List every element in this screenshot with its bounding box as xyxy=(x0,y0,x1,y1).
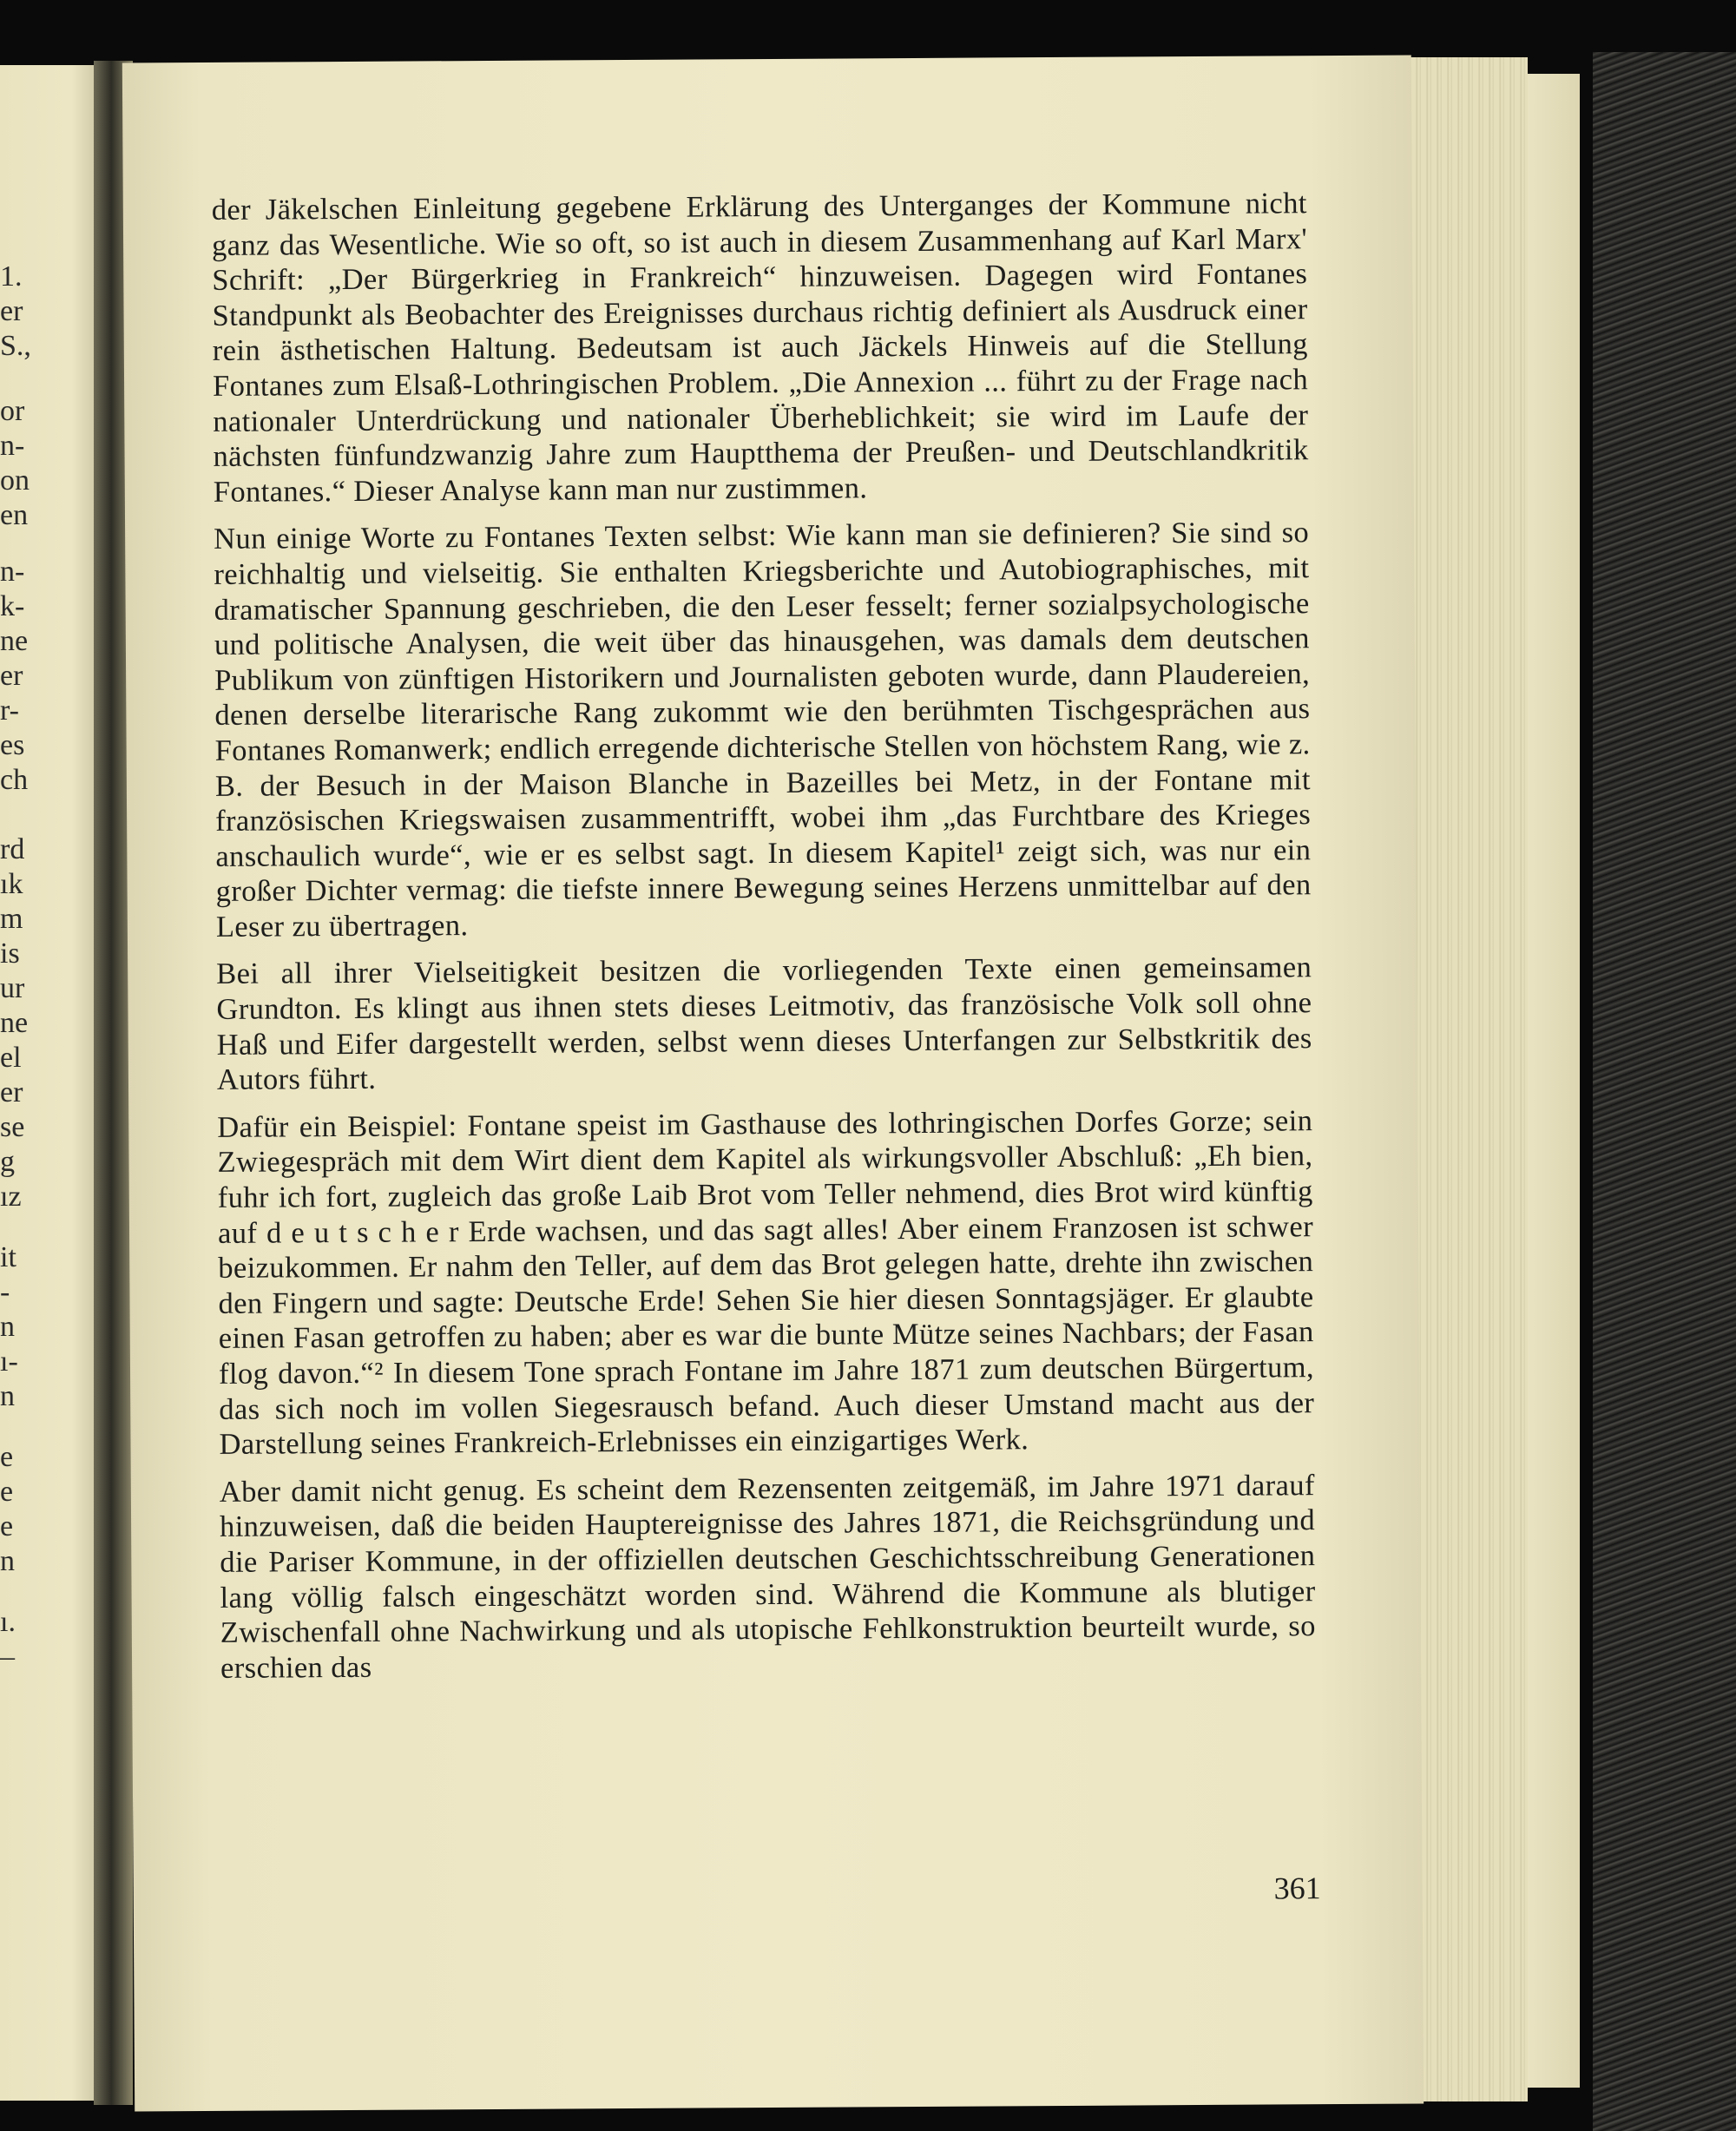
left-facing-page xyxy=(0,65,102,2101)
left-page-fragment: - xyxy=(0,1276,10,1308)
left-page-fragment: or xyxy=(0,395,25,427)
right-page xyxy=(122,55,1424,2111)
paragraph-5: Aber damit nicht genug. Es scheint dem Rezensenten zeitgemäß, im Jahre 1971 darauf hinzuweisen, daß die beiden Hauptereignisse des Jahres 1871, die Reichsgründung und die Pariser Kommune, in der offiziellen deutschen Geschichtsschreibung Generationen lang völlig falsch eingeschätzt worden sind. Während die Kommune als blutiger Zwischenfall ohne Nachwirkung und als utopische Fehlkonstruktion beurteilt wurde, so erschien das xyxy=(219,1468,1316,1685)
paragraph-1: der Jäkelschen Einleitung gegebene Erklärung des Unterganges der Kommune nicht ganz das Wesentliche. Wie so oft, so ist auch in diesem Zusammenhang auf Karl Marx' Schrift: „Der Bürgerkrieg in Frankreich“ hinzuweisen. Dagegen wird Fontanes Standpunkt als Beobachter des Ereignisses durchaus richtig definiert als Ausdruck einer rein ästhetischen Haltung. Bedeutsam ist auch Jäckels Hinweis auf die Stellung Fontanes zum Elsaß-Lothringischen Problem. „Die Annexion ... führt zu der Frage nach nationaler Unterdrückung und nationaler Überheblichkeit; sie wird im Laufe der nächsten fünfundzwanzig Jahre zum Hauptthema der Preußen- und Deutschlandkritik Fontanes.“ Dieser Analyse kann man nur zustimmen. xyxy=(211,187,1309,509)
paragraph-2: Nun einige Worte zu Fontanes Texten selbst: Wie kann man sie definieren? Sie sind so reichhaltig und vielseitig. Sie enthalten Kriegsberichte und Autobiographisches, mit dramatischer Spannung geschrieben, die den Leser fesselt; ferner sozialpsychologische und politische Analysen, die weit über das hinausgehen, was damals dem deutschen Publikum von zünftigen Historikern und Journalisten geboten wurde, dann Plaudereien, denen derselbe literarische Rang zukommt wie den berühmten Tischgesprächen aus Fontanes Romanwerk; endlich erregende dichterische Stellen von höchstem Rang, wie z. B. der Besuch in der Maison Blanche in Bazeilles bei Metz, in der Fontane mit französischen Kriegswaisen zusammentrifft, wobei ihm „das Furchtbare des Krieges anschaulich wurde“, wie er es selbst sagt. In diesem Kapitel¹ zeigt sich, was nur ein großer Dichter vermag: die tiefste innere Bewegung seines Herzens unmittelbar auf den Leser zu übertragen. xyxy=(214,516,1312,944)
left-page-fragment: n xyxy=(0,1311,15,1343)
left-page-fragment: er xyxy=(0,660,23,692)
body-text xyxy=(212,186,1317,1698)
left-page-fragment: ık xyxy=(0,868,23,900)
cover-inner-edge xyxy=(1528,74,1580,2088)
left-page-fragment: es xyxy=(0,729,25,761)
left-page-fragment: ne xyxy=(0,1007,29,1039)
left-page-fragment: el xyxy=(0,1042,22,1074)
left-page-fragment: g xyxy=(0,1146,15,1178)
left-page-fragment: n- xyxy=(0,556,25,588)
page-stack-edges xyxy=(1410,57,1528,2101)
left-page-fragment: n xyxy=(0,1380,15,1412)
left-page-fragment: – xyxy=(0,1641,15,1673)
left-page-fragment: er xyxy=(0,1076,23,1108)
left-page-fragment: e xyxy=(0,1476,14,1508)
paragraph-4: Dafür ein Beispiel: Fontane speist im Gasthause des lothringischen Dorfes Gorze; sein Zwiegespräch mit dem Wirt dient dem Kapitel als wirkungsvoller Abschluß: „Eh bien, fuhr ich fort, zugleich das große Laib Brot vom Teller nehmend, dies Brot wird künftig auf d e u t s c h e r Erde wachsen, und das sagt alles! Aber einem Franzosen ist schwer beizukommen. Er nahm den Teller, auf dem das Brot gelegen hatte, drehte ihn zwischen den Fingern und sagte: Deutsche Erde! Sehen Sie hier diesen Sonntagsjäger. Er glaubte einen Fasan getroffen zu haben; aber es war die bunte Mütze seines Nachbars; der Fasan flog davon.“² In diesem Tone sprach Fontane im Jahre 1871 zum deutschen Bürgertum, das sich noch im vollen Siegesrausch befand. Auch dieser Umstand macht aus der Darstellung seines Frankreich-Erlebnisses ein einzigartiges Werk. xyxy=(217,1104,1315,1462)
left-page-fragment: n- xyxy=(0,430,25,462)
paragraph-3: Bei all ihrer Vielseitigkeit besitzen die vorliegenden Texte einen gemeinsamen Grundton. Es klingt aus ihnen stets dieses Leitmotiv, das französische Volk soll ohne Haß und Eifer dargestellt werden, selbst wenn dieses Unterfangen zur Selbstkritik des Autors führt. xyxy=(216,950,1312,1097)
left-page-fragment: e xyxy=(0,1510,14,1542)
left-page-fragment: k- xyxy=(0,590,25,622)
left-page-fragment: is xyxy=(0,937,20,970)
left-page-fragment: se xyxy=(0,1111,25,1143)
left-page-fragment: on xyxy=(0,464,30,497)
left-page-fragment: rd xyxy=(0,833,25,865)
left-page-fragment: ur xyxy=(0,972,25,1004)
left-page-fragment: n xyxy=(0,1545,15,1577)
left-page-fragment: ız xyxy=(0,1181,22,1213)
left-page-fragment: ı. xyxy=(0,1606,16,1638)
left-page-fragment: m xyxy=(0,903,23,935)
left-page-fragment: S., xyxy=(0,330,31,362)
left-page-fragment: it xyxy=(0,1241,16,1273)
left-page-fragment: 1. xyxy=(0,260,23,293)
left-page-fragment: r- xyxy=(0,694,19,727)
book-cover xyxy=(1593,52,1736,2131)
left-page-fragment: er xyxy=(0,295,23,327)
left-page-fragment: e xyxy=(0,1441,14,1473)
page-number: 361 xyxy=(1273,1871,1321,1906)
left-page-fragment: ch xyxy=(0,764,29,796)
left-page-fragment: en xyxy=(0,499,29,531)
left-page-fragment: ne xyxy=(0,625,29,657)
left-page-fragment: ı- xyxy=(0,1345,18,1378)
